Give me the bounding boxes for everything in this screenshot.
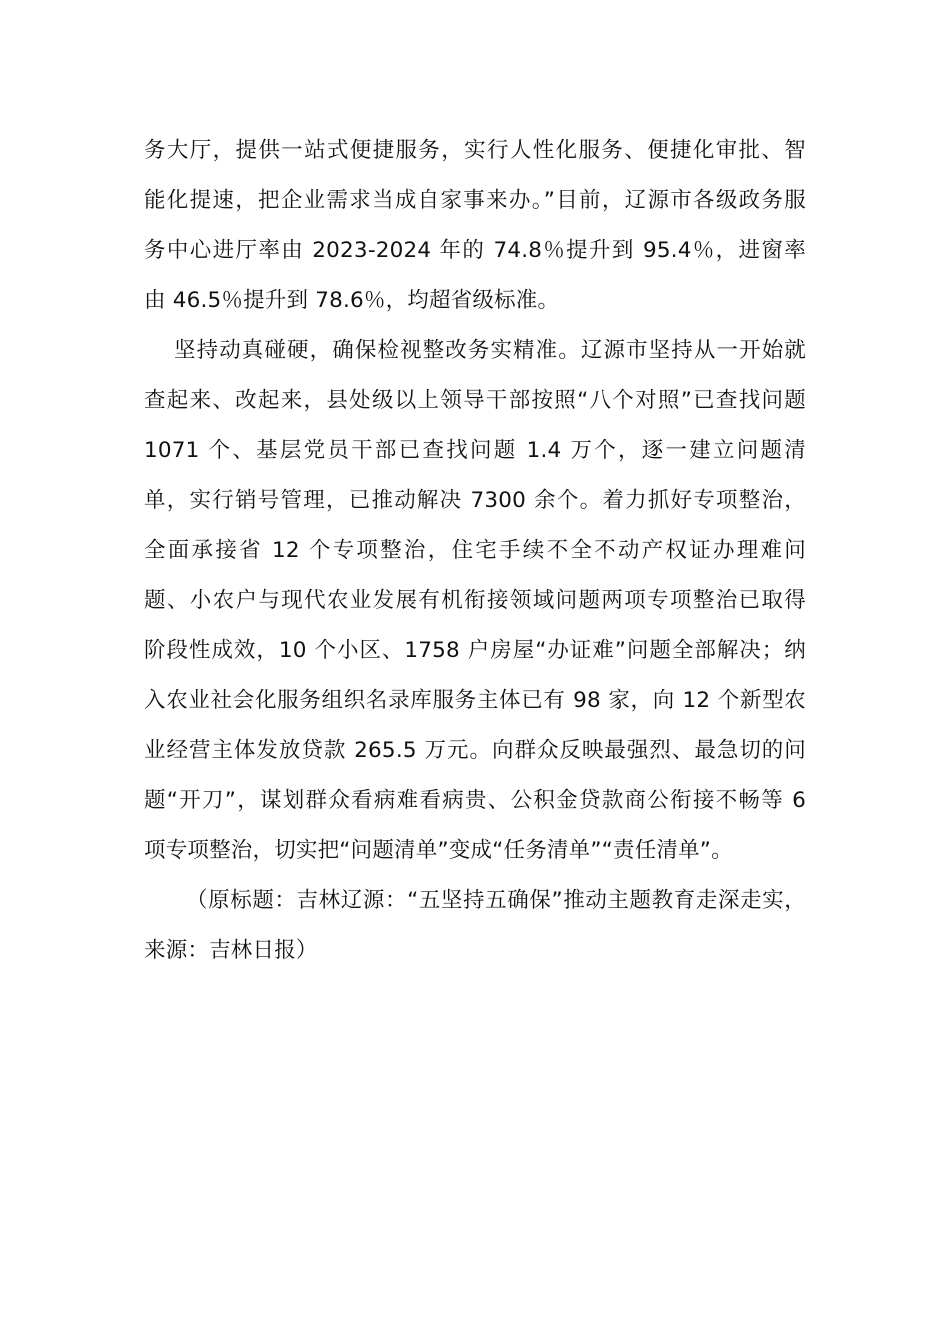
text-line: 阶段性成效，10 个小区、1758 户房屋“办证难”问题全部解决；纳 <box>144 638 806 663</box>
text-line: 项专项整治，切实把“问题清单”变成“任务清单”“责任清单”。 <box>144 838 733 863</box>
text-line: 全面承接省 12 个专项整治，住宅手续不全不动产权证办理难问 <box>144 538 806 563</box>
text-line: 能化提速，把企业需求当成自家事来办。”目前，辽源市各级政务服 <box>144 188 806 213</box>
text-line: 题“开刀”，谋划群众看病难看病贵、公积金贷款商公衔接不畅等 6 <box>144 788 806 813</box>
text-line: 入农业社会化服务组织名录库服务主体已有 98 家，向 12 个新型农 <box>144 688 806 713</box>
text-line: 由 46.5％提升到 78.6％，均超省级标准。 <box>144 288 560 313</box>
text-line: 1071 个、基层党员干部已查找问题 1.4 万个，逐一建立问题清 <box>144 438 806 463</box>
text-line: 务中心进厅率由 2023-2024 年的 74.8％提升到 95.4％，进窗率 <box>144 238 806 263</box>
text-line: 查起来、改起来，县处级以上领导干部按照“八个对照”已查找问题 <box>144 388 806 413</box>
text-line: 务大厅，提供一站式便捷服务，实行人性化服务、便捷化审批、智 <box>144 138 806 163</box>
text-line: 题、小农户与现代农业发展有机衔接领域问题两项专项整治已取得 <box>144 588 806 613</box>
paragraph-start-line: 坚持动真碰硬，确保检视整改务实精准。辽源市坚持从一开始就 <box>174 338 806 363</box>
text-line: 业经营主体发放贷款 265.5 万元。向群众反映最强烈、最急切的问 <box>144 738 806 763</box>
source-note-line: 来源：吉林日报） <box>144 938 318 963</box>
source-note-line: （原标题：吉林辽源：“五坚持五确保”推动主题教育走深走实， <box>186 888 806 913</box>
text-line: 单，实行销号管理，已推动解决 7300 余个。着力抓好专项整治， <box>144 488 806 513</box>
